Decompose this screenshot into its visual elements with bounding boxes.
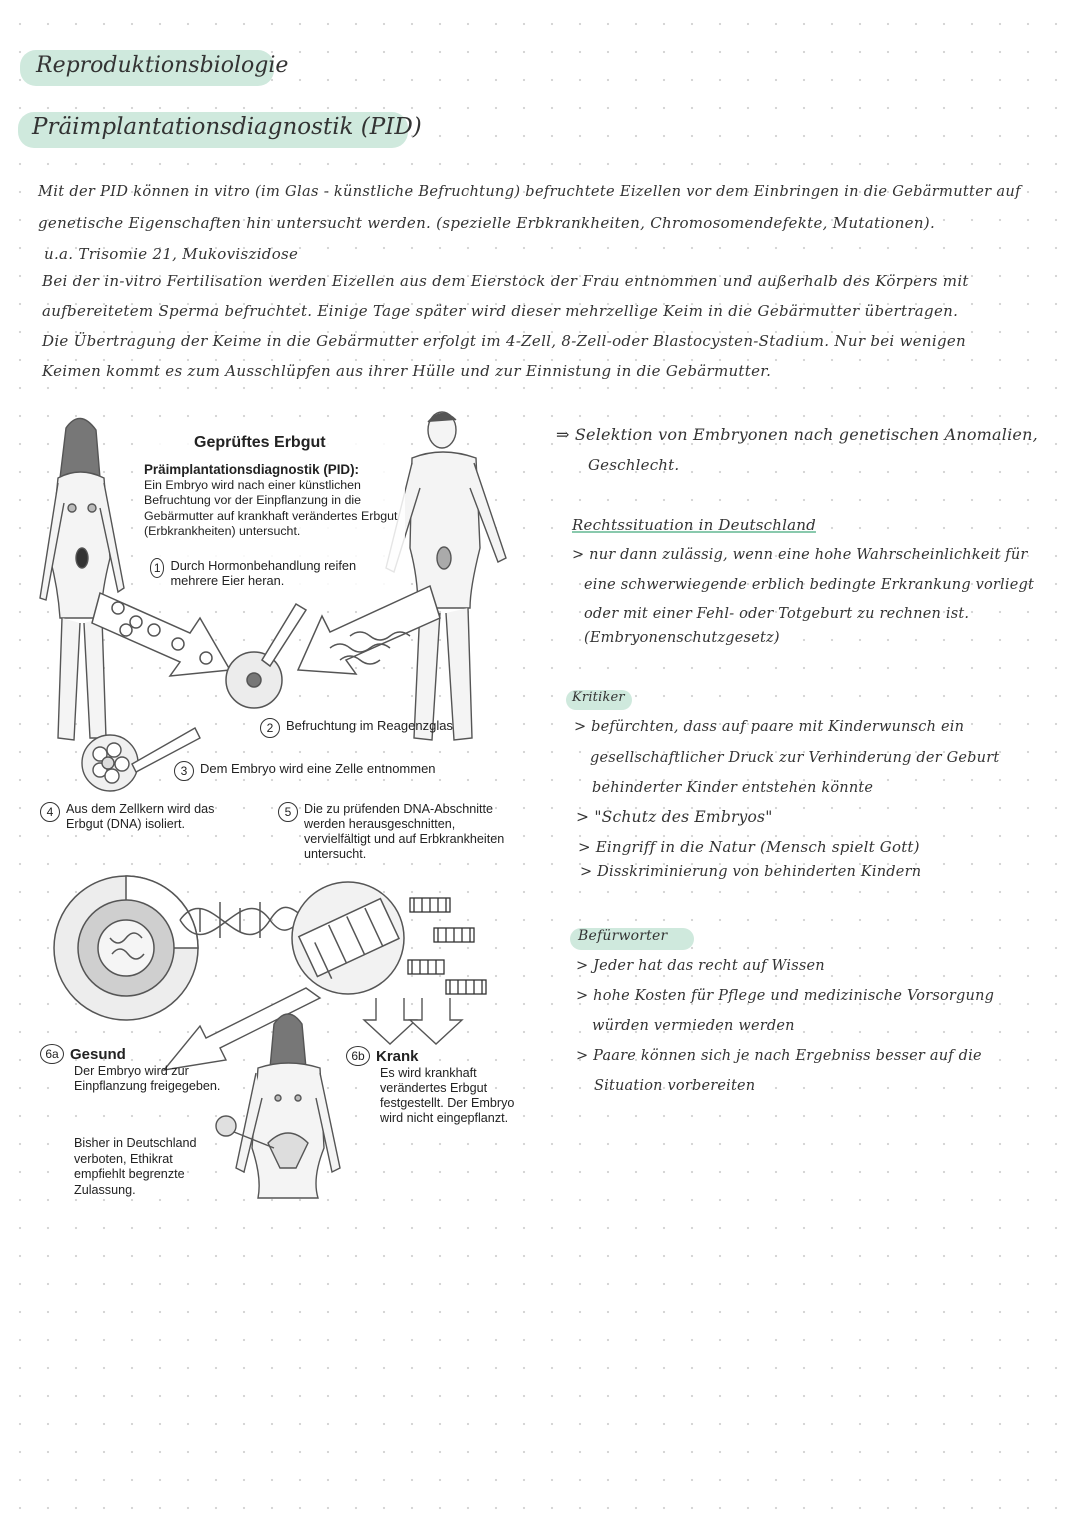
figure-step-4 xyxy=(40,802,240,832)
subject-title: Reproduktionsbiologie xyxy=(36,53,289,78)
topic-title: Präimplantationsdiagnostik (PID) xyxy=(32,114,422,140)
critics-line-3: behinderter Kinder entstehen könnte xyxy=(592,780,874,796)
eggs-arrow-icon xyxy=(92,593,230,676)
intro-line-2: genetische Eigenschaften hin untersucht werden. (spezielle Erbkrankheiten, Chromosomendefekte, Mutationen). xyxy=(38,214,936,232)
step-6a-number: 6a xyxy=(40,1044,64,1064)
supporters-line-2: > hohe Kosten für Pflege und medizinische Vorsorgung xyxy=(576,988,995,1004)
selection-line-1: ⇒ Selektion von Embryonen nach genetischen Anomalien, xyxy=(556,425,1038,444)
supporters-line-5: Situation vorbereiten xyxy=(594,1078,756,1094)
legal-line-1: > nur dann zulässig, wenn eine hohe Wahrscheinlichkeit für xyxy=(572,547,1028,563)
dna-fragments-icon xyxy=(408,898,486,994)
down-arrow-icon xyxy=(364,998,462,1044)
figure-box-title: Präimplantationsdiagnostik (PID): xyxy=(144,462,360,477)
figure-step-2 xyxy=(260,718,520,738)
step-6b-title: Krank xyxy=(376,1047,419,1065)
step-4-text: Aus dem Zellkern wird das Erbgut (DNA) isoliert. xyxy=(66,802,215,831)
intro-line-3: u.a. Trisomie 21, Mukoviszidose xyxy=(44,245,299,263)
legal-title: Rechtssituation in Deutschland xyxy=(572,516,816,534)
step-3-text: Dem Embryo wird eine Zelle entnommen xyxy=(200,761,436,776)
figure-title: Geprüftes Erbgut xyxy=(194,434,326,451)
intro-line-4: Bei der in-vitro Fertilisation werden Eizellen aus dem Eierstock der Frau entnommen und außerhalb des Körpers mit xyxy=(42,272,969,290)
intro-line-7: Keimen kommt es zum Ausschlüpfen aus ihrer Hülle und zur Einnistung in die Gebärmutter. xyxy=(42,362,772,380)
critics-line-5: > Eingriff in die Natur (Mensch spielt Gott) xyxy=(578,838,920,856)
step-5-text: Die zu prüfenden DNA-Abschnitte werden herausgeschnitten, vervielfältigt und auf Erbkrankheiten untersucht. xyxy=(304,802,505,861)
step-1-number: 1 xyxy=(150,558,164,578)
critics-line-6: > Disskriminierung von behinderten Kindern xyxy=(580,864,922,880)
step-4-number: 4 xyxy=(40,802,60,822)
step-5-number: 5 xyxy=(278,802,298,822)
figure-note: Bisher in Deutschland verboten, Ethikrat empfiehlt begrenzte Zulassung. xyxy=(74,1136,197,1197)
figure-box xyxy=(144,462,404,540)
supporters-title: Befürworter xyxy=(578,928,668,944)
embryo-icon xyxy=(82,728,200,791)
legal-line-2: eine schwerwiegende erblich bedingte Erkrankung vorliegt xyxy=(584,577,1035,593)
step-2-text: Befruchtung im Reagenzglas xyxy=(286,718,453,733)
cell-nucleus-icon xyxy=(54,876,198,1020)
woman-uterus-icon xyxy=(216,1014,340,1198)
step-6b-text: Es wird krankhaft verändertes Erbgut festgestellt. Der Embryo wird nicht eingepflanzt. xyxy=(380,1066,515,1125)
woman-figure-icon xyxy=(40,418,124,740)
pid-figure xyxy=(30,408,540,1208)
figure-step-1 xyxy=(150,558,380,588)
critics-line-2: gesellschaftlicher Druck zur Verhinderung der Geburt xyxy=(590,750,1000,766)
critics-line-4: > "Schutz des Embryos" xyxy=(576,808,773,826)
figure-box-text: Ein Embryo wird nach einer künstlichen Befruchtung vor der Einpflanzung in die Gebärmutter auf krankhaft verändertes Erbgut (Erbkrankheiten) untersucht. xyxy=(144,477,398,538)
figure-step-6b xyxy=(346,1046,516,1126)
step-6a-title: Gesund xyxy=(70,1045,126,1063)
figure-step-6a xyxy=(40,1044,230,1094)
intro-line-5: aufbereitetem Sperma befruchtet. Einige Tage später wird dieser mehrzellige Keim in die Gebärmutter übertragen. xyxy=(42,302,959,320)
step-6b-number: 6b xyxy=(346,1046,370,1066)
step-2-number: 2 xyxy=(260,718,280,738)
dna-magnifier-icon xyxy=(292,882,404,994)
legal-line-4: (Embryonenschutzgesetz) xyxy=(584,630,780,646)
critics-title: Kritiker xyxy=(572,690,625,705)
step-1-text: Durch Hormonbehandlung reifen mehrere Eier heran. xyxy=(170,558,357,588)
intro-line-6: Die Übertragung der Keime in die Gebärmutter erfolgt im 4-Zell, 8-Zell-oder Blastocysten-Stadium. Nur bei wenigen xyxy=(42,332,967,350)
figure-step-5 xyxy=(278,802,518,862)
supporters-line-1: > Jeder hat das recht auf Wissen xyxy=(576,958,825,974)
critics-line-1: > befürchten, dass auf paare mit Kinderwunsch ein xyxy=(574,719,965,735)
legal-line-3: oder mit einer Fehl- oder Totgeburt zu rechnen ist. xyxy=(584,606,970,622)
step-3-number: 3 xyxy=(174,761,194,781)
egg-cell-icon xyxy=(226,604,306,708)
figure-step-3 xyxy=(174,761,504,781)
step-6a-text: Der Embryo wird zur Einpflanzung freigegeben. xyxy=(74,1064,221,1093)
supporters-line-3: würden vermieden werden xyxy=(592,1018,795,1034)
supporters-line-4: > Paare können sich je nach Ergebniss besser auf die xyxy=(576,1048,982,1064)
intro-line-1: Mit der PID können in vitro (im Glas - künstliche Befruchtung) befruchtete Eizellen vor dem Einbringen in die Gebärmutter auf xyxy=(38,183,1021,200)
selection-line-2: Geschlecht. xyxy=(588,456,680,474)
